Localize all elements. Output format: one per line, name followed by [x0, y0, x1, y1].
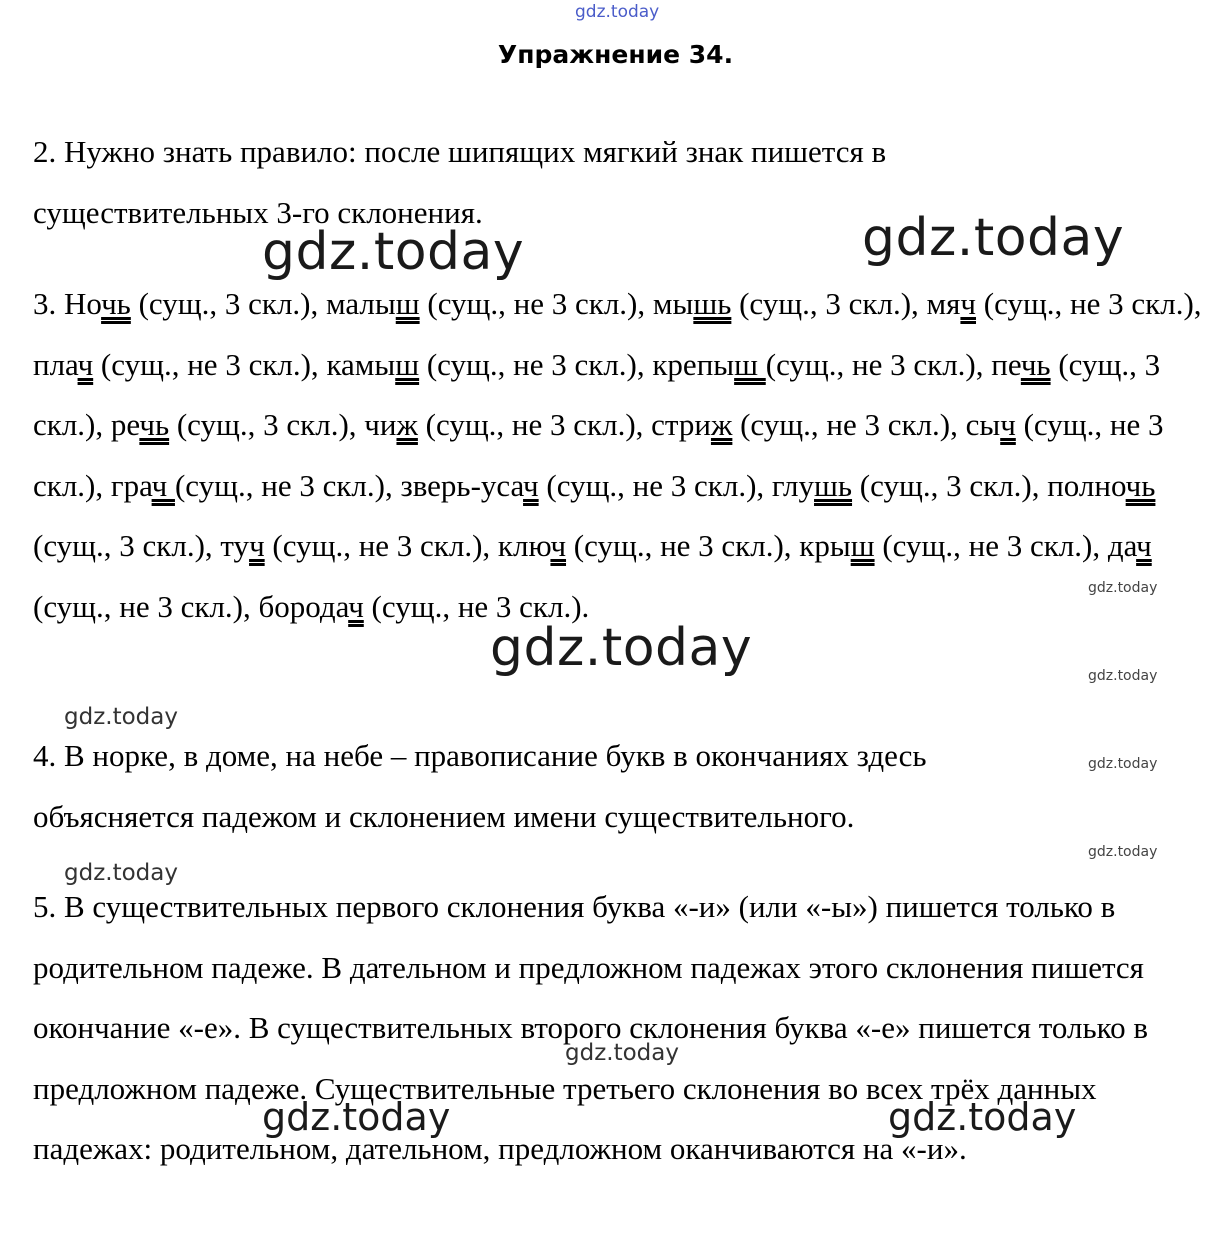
word-ending: ш — [395, 286, 420, 321]
word-ending: чь — [1125, 467, 1156, 503]
word-ending: ж — [710, 407, 733, 442]
word-stem: пе — [991, 346, 1021, 382]
word-ending: шь — [814, 467, 853, 503]
word-stem: чи — [364, 407, 397, 442]
word-note: (сущ., 3 скл.), — [169, 407, 365, 442]
word-ending: чь — [101, 286, 131, 321]
word-ending: ч — [523, 467, 539, 503]
word-note: (сущ., не 3 скл.), — [566, 528, 800, 563]
word-note: (сущ., 3 скл.), — [130, 286, 326, 321]
word-stem: малы — [326, 286, 396, 321]
watermark: gdz.today — [64, 860, 178, 886]
word-stem: мы — [652, 286, 694, 321]
word-note: (сущ., не 3 скл.), — [538, 467, 772, 503]
word-note: (сущ., не 3 скл.), — [174, 467, 401, 503]
word-stem: камы — [326, 346, 396, 382]
word-note: (сущ., не 3 скл.), — [874, 528, 1108, 563]
page-title: Упражнение 34. — [497, 40, 734, 69]
word-note: (сущ., 3 скл.), — [33, 528, 221, 563]
word-note: (сущ., 3 скл.), — [852, 467, 1048, 503]
word-note: (сущ., не 3 скл.), — [976, 286, 1202, 321]
paragraph-5: 5. В существительных первого склонения буква «-и» (или «-ы») пишется только в родительном падеже. В дательном и предложном падежах этого склонения пишется окончание «-е». В существительных второго склонения буква «-е» пишется только в предложном падеже. Существительные третьего склонения во всех трёх данных падежах: родительном, дательном, предложном оканчиваются на «-и». — [33, 889, 1148, 1166]
paragraph-3 — [33, 274, 1203, 637]
word-note: (сущ., не 3 скл.), — [264, 528, 498, 563]
word-note: (сущ., не 3 скл.), — [419, 286, 653, 321]
word-ending: ч — [348, 588, 364, 624]
word-ending: ч — [1000, 407, 1016, 442]
word-stem: Но — [64, 286, 102, 321]
watermark: gdz.today — [565, 1040, 679, 1066]
watermark-top: gdz.today — [575, 2, 660, 22]
word-ending: ж — [396, 407, 418, 442]
word-ending: ч — [151, 467, 175, 503]
watermark: gdz.today — [1088, 756, 1158, 772]
watermark: gdz.today — [64, 704, 178, 730]
word-stem: мя — [926, 286, 961, 321]
word-stem: ре — [110, 407, 140, 442]
word-stem: глу — [771, 467, 815, 503]
watermark: gdz.today — [262, 222, 525, 282]
word-stem: кры — [799, 528, 851, 563]
watermark: gdz.today — [490, 618, 753, 678]
word-stem: ту — [220, 528, 250, 563]
watermark: gdz.today — [888, 1095, 1077, 1139]
word-note: (сущ., 3 скл.), — [33, 346, 1161, 442]
word-note: (сущ., не 3 скл.), — [417, 407, 652, 442]
word-ending: чь — [1020, 346, 1051, 382]
word-stem: стри — [651, 407, 711, 442]
word-ending: ч — [77, 346, 94, 382]
word-note: (сущ., не 3 скл.), — [33, 407, 1164, 503]
word-ending: шь — [693, 286, 732, 321]
watermark: gdz.today — [1088, 668, 1158, 684]
word-stem: гра — [110, 467, 152, 503]
word-ending: ч — [249, 528, 265, 563]
watermark: gdz.today — [1088, 580, 1158, 596]
word-ending: чь — [139, 407, 170, 442]
word-note: (сущ., не 3 скл.). — [363, 588, 590, 624]
word-ending: ч — [1136, 528, 1152, 563]
word-ending: ч — [960, 286, 977, 321]
word-stem: пла — [33, 346, 78, 382]
word-stem: сы — [965, 407, 1001, 442]
word-stem: зверь-уса — [400, 467, 524, 503]
watermark: gdz.today — [862, 208, 1125, 268]
word-note: (сущ., не 3 скл.), — [732, 407, 966, 442]
watermark: gdz.today — [262, 1095, 451, 1139]
paragraph-3-intro: 3. — [33, 286, 64, 321]
word-ending: ш — [734, 346, 766, 382]
word-stem: крепы — [652, 346, 735, 382]
word-note: (сущ., не 3 скл.), — [419, 346, 653, 382]
word-ending: ч — [550, 528, 567, 563]
watermark: gdz.today — [1088, 844, 1158, 860]
word-stem: борода — [258, 588, 349, 624]
word-note: (сущ., 3 скл.), — [731, 286, 927, 321]
word-stem: да — [1107, 528, 1137, 563]
word-stem: клю — [497, 528, 551, 563]
word-ending: ш — [850, 528, 875, 563]
word-ending: ш — [395, 346, 420, 382]
paragraph-2: 2. Нужно знать правило: после шипящих мягкий знак пишется в существительных 3-го склонения. — [33, 134, 887, 230]
word-note: (сущ., не 3 скл.), — [93, 346, 327, 382]
word-note: (сущ., не 3 скл.), — [765, 346, 992, 382]
word-note: (сущ., не 3 скл.), — [33, 588, 259, 624]
word-stem: полно — [1047, 467, 1126, 503]
paragraph-4: 4. В норке, в доме, на небе – правописание букв в окончаниях здесь объясняется падежом и склонением имени существительного. — [33, 738, 927, 834]
